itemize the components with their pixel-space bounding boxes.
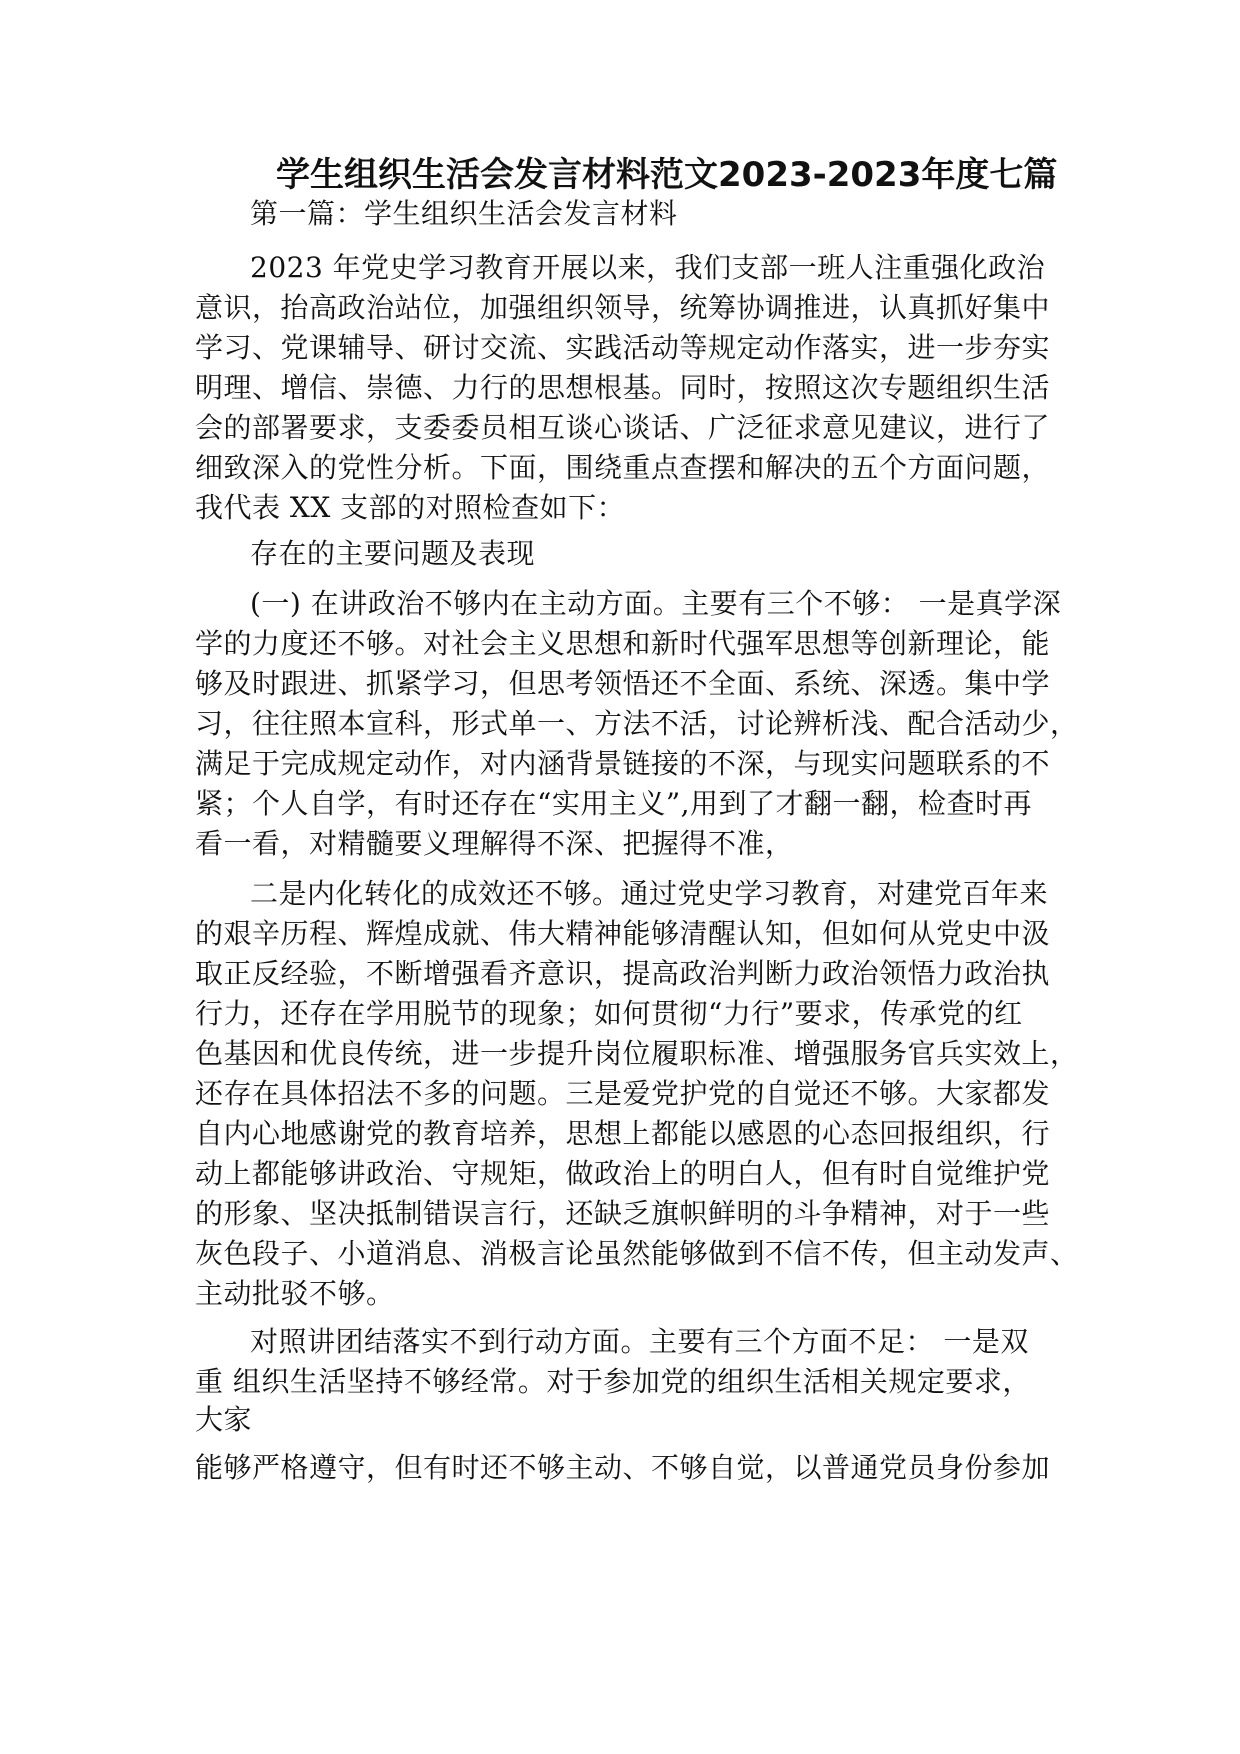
paragraph-line: 动上都能够讲政治、守规矩，做政治上的明白人，但有时自觉维护党 xyxy=(195,1157,1051,1190)
paragraph-line: 意识，抬高政治站位，加强组织领导，统筹协调推进，认真抓好集中 xyxy=(195,291,1051,324)
paragraph-line: 二是内化转化的成效还不够。通过党史学习教育，对建党百年来 xyxy=(250,877,1049,910)
paragraph-line: 我代表 XX 支部的对照检查如下： xyxy=(195,491,626,524)
paragraph-line: 的形象、坚决抵制错误言行，还缺乏旗帜鲜明的斗争精神，对于一些 xyxy=(195,1197,1051,1230)
paragraph-line: 2023 年党史学习教育开展以来，我们支部一班人注重强化政治 xyxy=(250,251,1046,284)
paragraph-line: 的艰辛历程、辉煌成就、伟大精神能够清醒认知，但如何从党史中汲 xyxy=(195,917,1051,950)
paragraph-line: 重 组织生活坚持不够经常。对于参加党的组织生活相关规定要求， xyxy=(195,1365,1031,1398)
paragraph-line: 能够严格遵守，但有时还不够主动、不够自觉，以普通党员身份参加 xyxy=(195,1451,1051,1484)
paragraph-line: 够及时跟进、抓紧学习，但思考领悟还不全面、系统、深透。集中学 xyxy=(195,667,1051,700)
paragraph-line: 细致深入的党性分析。下面，围绕重点查摆和解决的五个方面问题， xyxy=(195,451,1051,484)
paragraph-line: 看一看，对精髓要义理解得不深、把握得不准， xyxy=(195,827,794,860)
paragraph-line: 满足于完成规定动作，对内涵背景链接的不深，与现实问题联系的不 xyxy=(195,747,1051,780)
paragraph-line: 对照讲团结落实不到行动方面。主要有三个方面不足： 一是双 xyxy=(250,1325,1029,1358)
paragraph-line: 灰色段子、小道消息、消极言论虽然能够做到不信不传，但主动发声、 xyxy=(195,1237,1079,1270)
paragraph-line: 明理、增信、崇德、力行的思想根基。同时，按照这次专题组织生活 xyxy=(195,371,1051,404)
paragraph-line: 紧；个人自学，有时还存在“实用主义”,用到了才翻一翻，检查时再 xyxy=(195,787,1033,820)
paragraph-line: 学习、党课辅导、研讨交流、实践活动等规定动作落实，进一步夯实 xyxy=(195,331,1051,364)
paragraph-line: 自内心地感谢党的教育培养，思想上都能以感恩的心态回报组织，行 xyxy=(195,1117,1051,1150)
document-title: 学生组织生活会发言材料范文2023-2023年度七篇 xyxy=(276,155,1058,195)
paragraph-line: 学的力度还不够。对社会主义思想和新时代强军思想等创新理论，能 xyxy=(195,627,1051,660)
paragraph-line: (一) 在讲政治不够内在主动方面。主要有三个不够： 一是真学深 xyxy=(250,587,1062,620)
paragraph-line: 行力，还存在学用脱节的现象；如何贯彻“力行”要求，传承党的红 xyxy=(195,997,1023,1030)
section-heading: 存在的主要问题及表现 xyxy=(250,537,536,570)
paragraph-line: 大家 xyxy=(195,1403,253,1436)
paragraph-line: 色基因和优良传统，进一步提升岗位履职标准、增强服务官兵实效上， xyxy=(195,1037,1079,1070)
paragraph-line: 取正反经验，不断增强看齐意识，提高政治判断力政治领悟力政治执 xyxy=(195,957,1051,990)
paragraph-line: 会的部署要求，支委委员相互谈心谈话、广泛征求意见建议，进行了 xyxy=(195,411,1051,444)
section-subtitle: 第一篇：学生组织生活会发言材料 xyxy=(250,197,678,230)
paragraph-line: 习，往往照本宣科，形式单一、方法不活，讨论辨析浅、配合活动少， xyxy=(195,707,1079,740)
paragraph-line: 主动批驳不够。 xyxy=(195,1277,395,1310)
paragraph-line: 还存在具体招法不多的问题。三是爱党护党的自觉还不够。大家都发 xyxy=(195,1077,1051,1110)
